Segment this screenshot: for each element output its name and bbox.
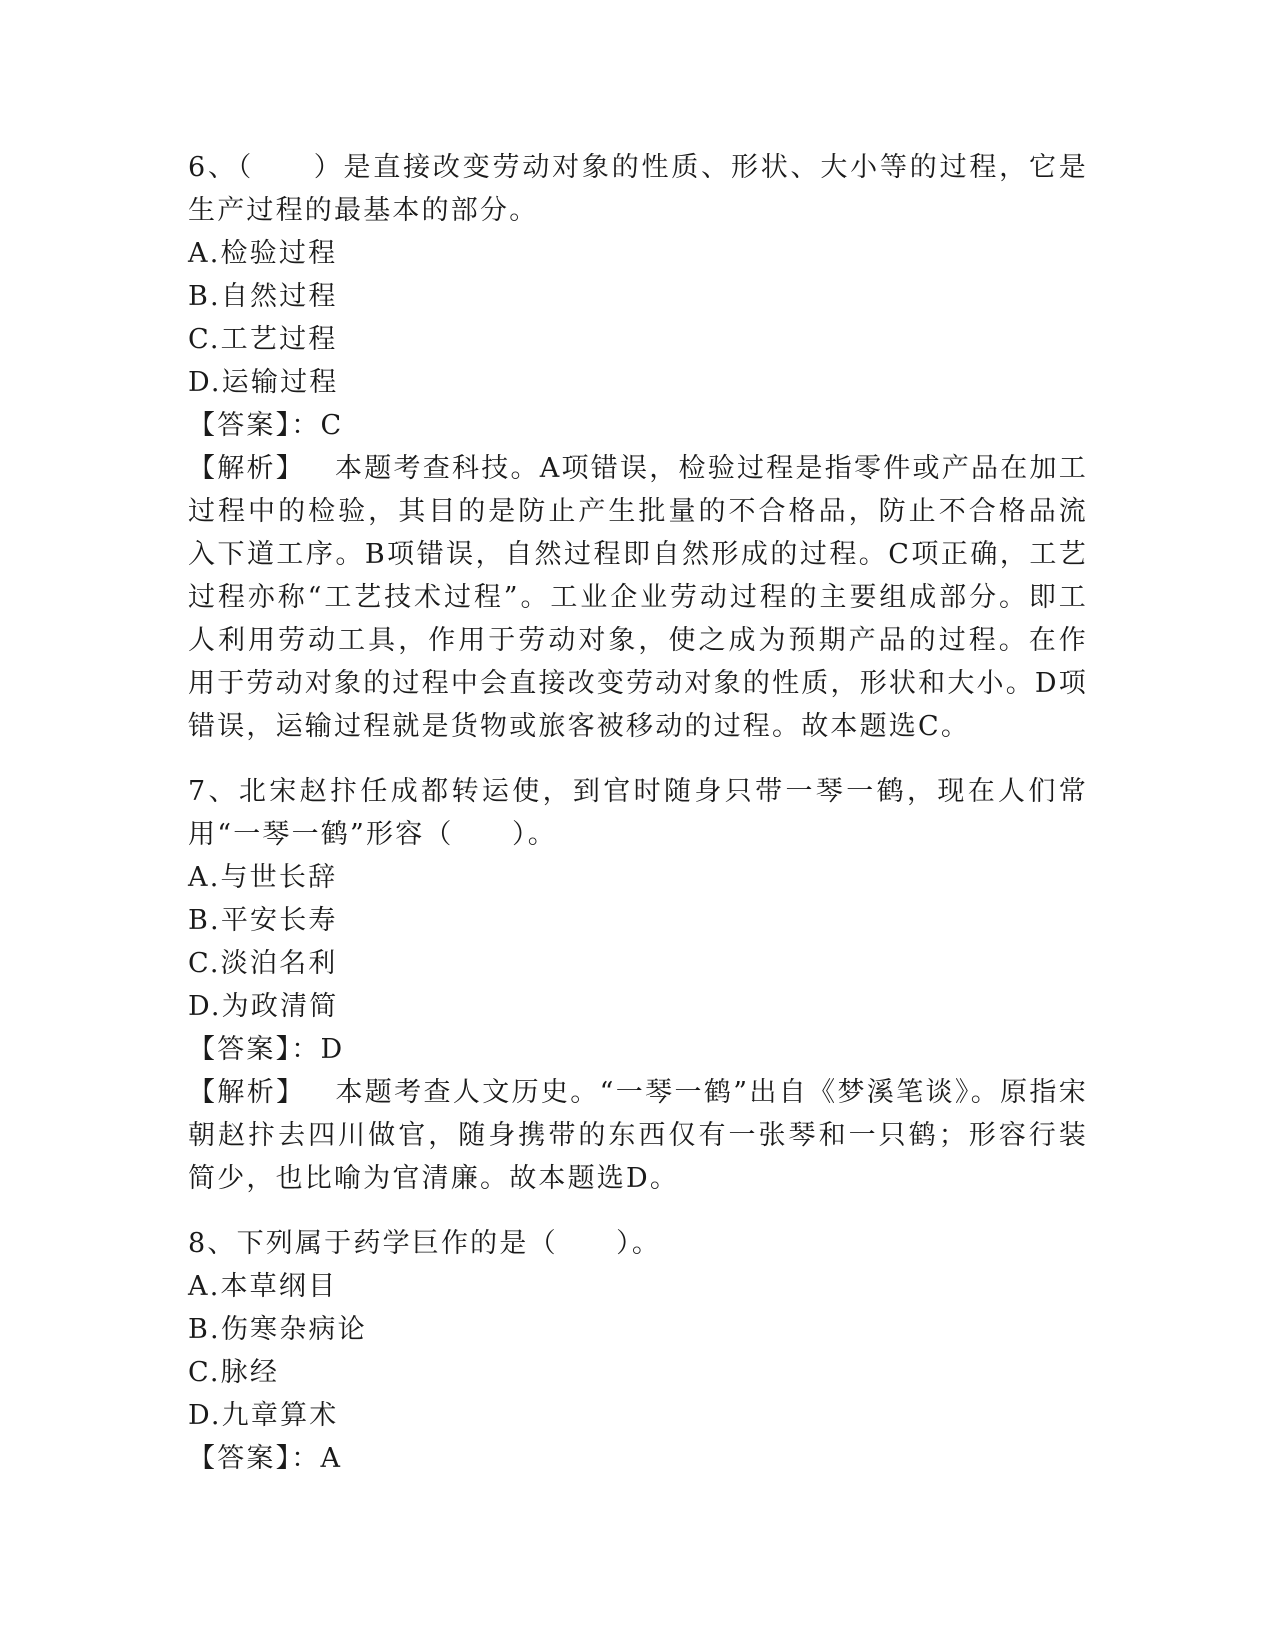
question-spacer [188, 1200, 1088, 1222]
option-a: A.检验过程 [188, 238, 338, 269]
answer-line [188, 404, 1088, 447]
option-d: D.运输过程 [188, 367, 339, 398]
document-page [188, 146, 1088, 1480]
question-stem: 6、（ ）是直接改变劳动对象的性质、形状、大小等的过程，它是生产过程的最基本的部分。 [188, 152, 1088, 226]
option-c: C.淡泊名利 [188, 948, 338, 979]
option-d: D.为政清简 [188, 991, 339, 1022]
question-6 [188, 146, 1088, 748]
answer-line [188, 1028, 1088, 1071]
explanation [188, 447, 1088, 748]
explanation-text: 本题考查科技。A项错误，检验过程是指零件或产品在加工过程中的检验，其目的是防止产生批量的不合格品，防止不合格品流入下道工序。B项错误，自然过程即自然形成的过程。C项正确，工艺过程亦称“工艺技术过程”。工业企业劳动过程的主要组成部分。即工人利用劳动工具，作用于劳动对象，使之成为预期产品的过程。在作用于劳动对象的过程中会直接改变劳动对象的性质，形状和大小。D项错误，运输过程就是货物或旅客被移动的过程。故本题选C。 [188, 453, 1088, 742]
option-b: B.自然过程 [188, 281, 338, 312]
question-8 [188, 1222, 1088, 1480]
option-c: C.脉经 [188, 1357, 280, 1388]
answer-label: 【答案】： [188, 1443, 321, 1474]
option-a: A.本草纲目 [188, 1271, 338, 1302]
answer-value: C [320, 410, 344, 441]
answer-label: 【答案】： [188, 410, 321, 441]
question-7 [188, 770, 1088, 1200]
explanation-text: 本题考查人文历史。“一琴一鹤”出自《梦溪笔谈》。原指宋朝赵抃去四川做官，随身携带的东西仅有一张琴和一只鹤；形容行装简少，也比喻为官清廉。故本题选D。 [188, 1077, 1088, 1194]
option-c: C.工艺过程 [188, 324, 338, 355]
option-b: B.伤寒杂病论 [188, 1314, 367, 1345]
option-d: D.九章算术 [188, 1400, 339, 1431]
option-b: B.平安长寿 [188, 905, 338, 936]
answer-line [188, 1437, 1088, 1480]
option-a: A.与世长辞 [188, 862, 338, 893]
answer-label: 【答案】： [188, 1034, 321, 1065]
answer-value: A [320, 1443, 343, 1474]
explanation-label: 【解析】 [188, 453, 306, 484]
question-stem: 7、北宋赵抃任成都转运使，到官时随身只带一琴一鹤，现在人们常用“一琴一鹤”形容（ ）。 [188, 776, 1088, 850]
question-spacer [188, 748, 1088, 770]
explanation-label: 【解析】 [188, 1077, 306, 1108]
answer-value: D [320, 1034, 345, 1065]
explanation [188, 1071, 1088, 1200]
question-stem: 8、下列属于药学巨作的是（ ）。 [188, 1228, 662, 1259]
